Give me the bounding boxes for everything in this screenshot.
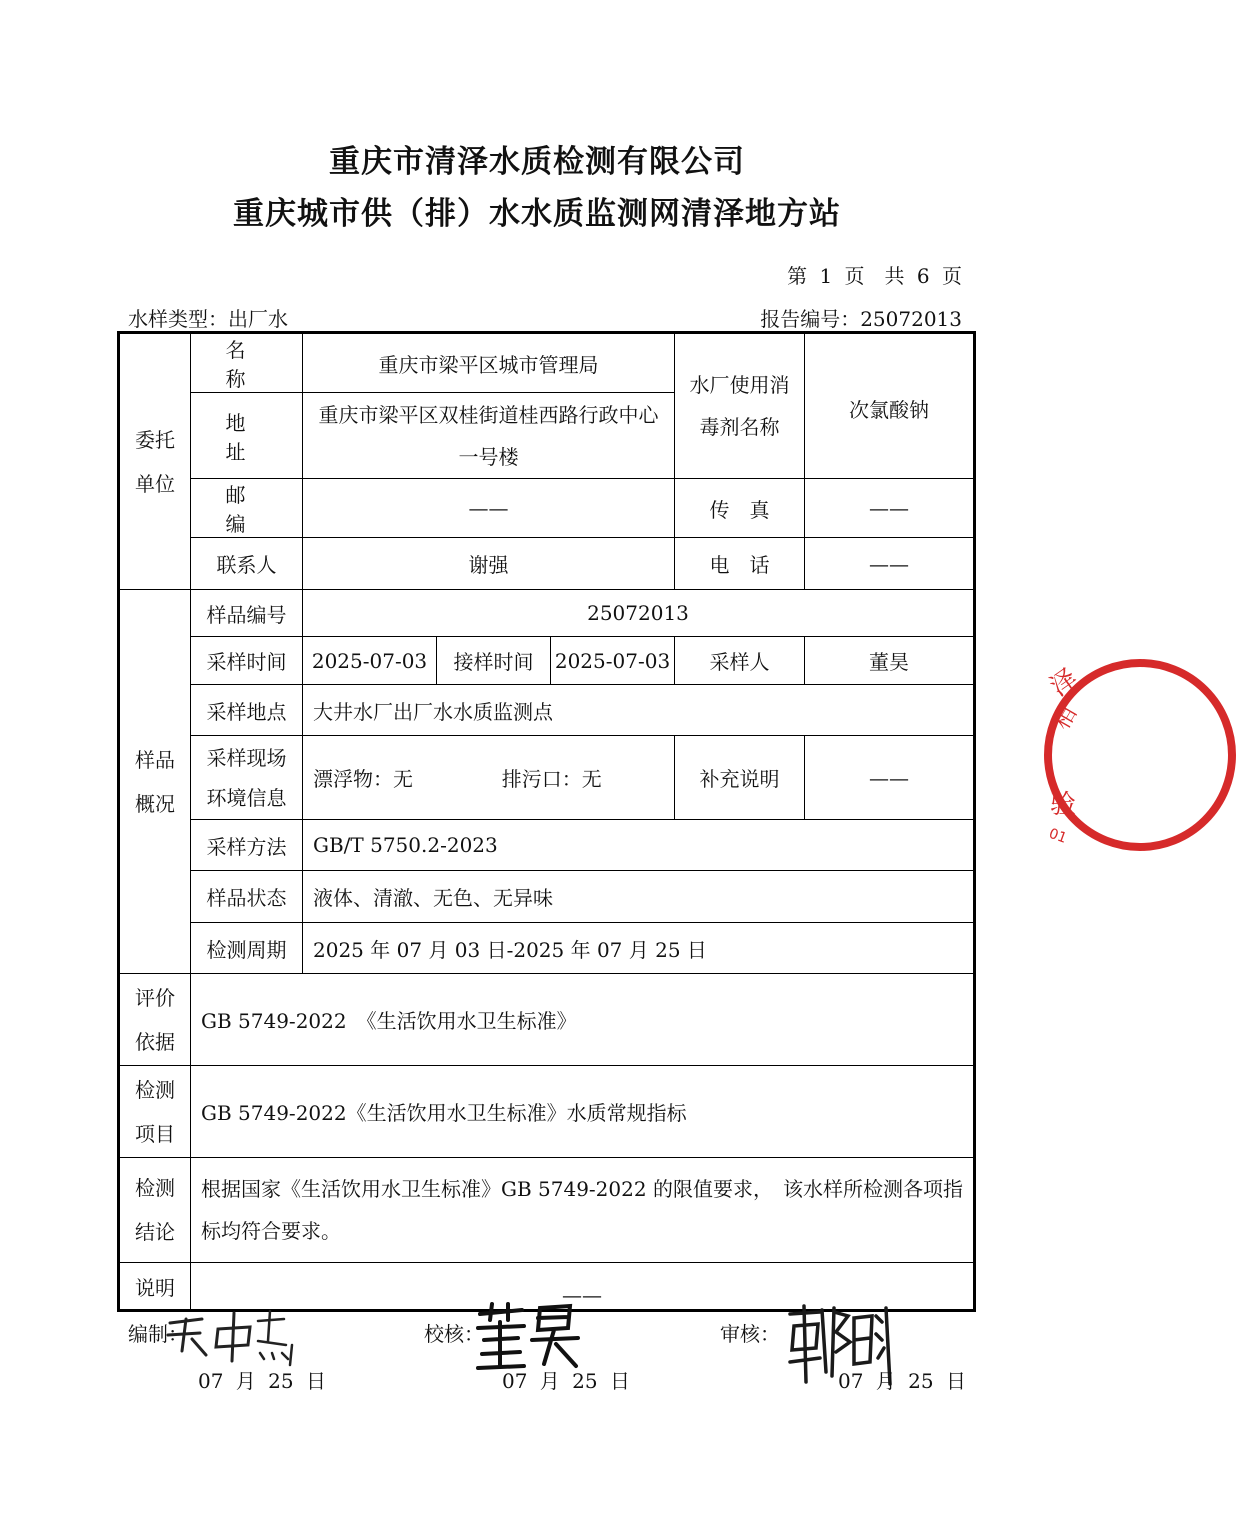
- items-value: GB 5749-2022《生活饮用水卫生标准》水质常规指标: [191, 1066, 975, 1158]
- method-value: GB/T 5750.2-2023: [303, 820, 975, 871]
- evaluation-value: GB 5749-2022 《生活饮用水卫生标准》: [191, 974, 975, 1066]
- seal-fragment-1: 泽: [1044, 663, 1084, 703]
- contact-value: 谢强: [303, 538, 675, 590]
- fax-label: 传 真: [675, 479, 805, 538]
- floating-value: 漂浮物：无: [313, 767, 413, 791]
- address-value: 重庆市梁平区双桂街道桂西路行政中心一号楼: [303, 393, 675, 479]
- sample-id-value: 25072013: [303, 590, 975, 637]
- env-label: 采样现场环境信息: [191, 736, 303, 820]
- receive-time-value: 2025-07-03: [551, 637, 675, 685]
- address-label: 地 址: [191, 393, 303, 479]
- postcode-label: 邮 编: [191, 479, 303, 538]
- company-title: 重庆市清泽水质检测有限公司: [329, 144, 745, 180]
- sample-id-label: 样品编号: [191, 590, 303, 637]
- receive-time-label: 接样时间: [437, 637, 551, 685]
- sample-type: 水样类型：出厂水: [128, 307, 288, 331]
- reviewed-date: 07 月 25 日: [502, 1369, 630, 1393]
- evaluation-label: 评价依据: [119, 974, 191, 1066]
- conclusion-value: 根据国家《生活饮用水卫生标准》GB 5749-2022 的限值要求， 该水样所检测各项指标均符合要求。: [191, 1158, 975, 1263]
- reviewed-signature: [474, 1300, 584, 1375]
- state-value: 液体、清澈、无色、无异味: [303, 871, 975, 923]
- period-label: 检测周期: [191, 923, 303, 974]
- postcode-value: ——: [303, 479, 675, 538]
- approved-label: 审核：: [720, 1322, 780, 1346]
- seal-fragment-2: 相: [1049, 702, 1083, 734]
- method-label: 采样方法: [191, 820, 303, 871]
- reviewed-label: 校核：: [424, 1322, 484, 1346]
- state-label: 样品状态: [191, 871, 303, 923]
- location-value: 大井水厂出厂水水质监测点: [303, 685, 975, 736]
- phone-value: ——: [805, 538, 975, 590]
- sampler-value: 董昊: [805, 637, 975, 685]
- sampling-time-label: 采样时间: [191, 637, 303, 685]
- seal-fragment-3: 验: [1050, 790, 1077, 820]
- env-value: [303, 736, 675, 820]
- conclusion-label: 检测结论: [119, 1158, 191, 1263]
- report-table: [117, 331, 976, 1312]
- prepared-signature: [162, 1305, 302, 1365]
- name-label: 名 称: [191, 333, 303, 393]
- station-title: 重庆城市供（排）水水质监测网清泽地方站: [233, 196, 841, 232]
- prepared-date: 07 月 25 日: [198, 1369, 326, 1393]
- sampling-time-value: 2025-07-03: [303, 637, 437, 685]
- period-value: 2025 年 07 月 03 日-2025 年 07 月 25 日: [303, 923, 975, 974]
- prepared-label: 编制：: [128, 1322, 188, 1346]
- fax-value: ——: [805, 479, 975, 538]
- sampler-label: 采样人: [675, 637, 805, 685]
- remark-value: ——: [191, 1263, 975, 1311]
- location-label: 采样地点: [191, 685, 303, 736]
- official-seal-stamp: [1040, 655, 1240, 855]
- page-info: 第 1 页 共 6 页: [787, 264, 962, 288]
- approved-date: 07 月 25 日: [838, 1369, 966, 1393]
- client-section-label: 委托单位: [119, 333, 191, 590]
- sample-section-label: 样品概况: [119, 590, 191, 974]
- items-label: 检测项目: [119, 1066, 191, 1158]
- seal-fragment-4: 01: [1046, 825, 1069, 847]
- outfall-value: 排污口：无: [501, 767, 602, 791]
- report-number: 报告编号：25072013: [760, 307, 962, 331]
- contact-label: 联系人: [191, 538, 303, 590]
- phone-label: 电 话: [675, 538, 805, 590]
- supplement-value: ——: [805, 736, 975, 820]
- name-value: 重庆市梁平区城市管理局: [303, 333, 675, 393]
- disinfectant-value: 次氯酸钠: [805, 333, 975, 479]
- supplement-label: 补充说明: [675, 736, 805, 820]
- disinfectant-label: 水厂使用消毒剂名称: [675, 333, 805, 479]
- remark-label: 说明: [119, 1263, 191, 1311]
